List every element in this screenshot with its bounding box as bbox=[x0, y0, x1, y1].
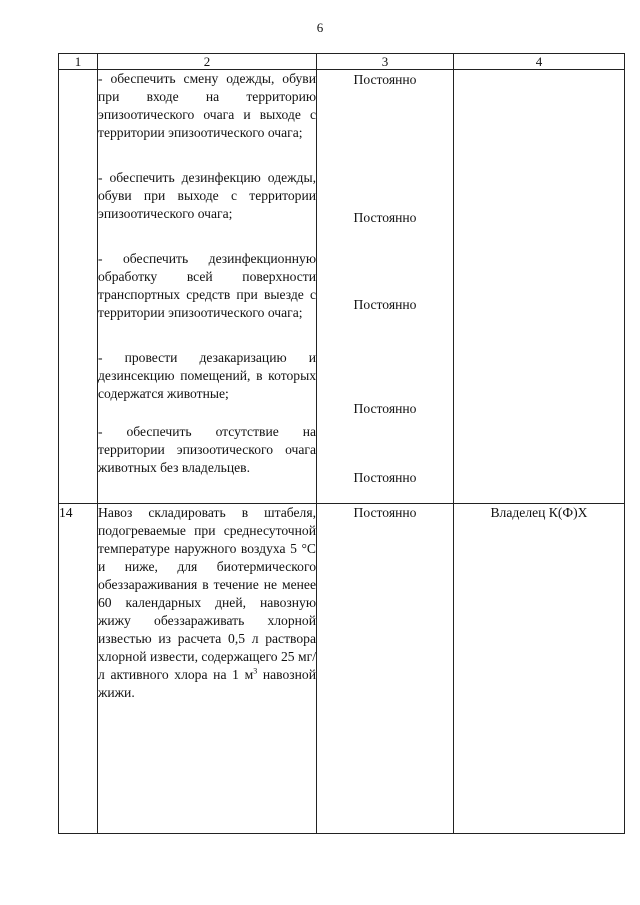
row-number-cell bbox=[59, 70, 98, 504]
measure-item: - обеспечить дезинфекционную обработку всей поверхности транспортных средств при выезде с территории эпизоотического очага; bbox=[98, 251, 316, 320]
row-number-cell: 14 bbox=[59, 504, 98, 834]
page-number: 6 bbox=[316, 20, 324, 35]
measures-table bbox=[58, 53, 625, 834]
header-col-3: 3 bbox=[317, 54, 454, 70]
header-col-4: 4 bbox=[454, 54, 625, 70]
measure-text-tail: навозной жижи. bbox=[98, 667, 317, 700]
measure-item: - обеспечить дезинфекцию одежды, обуви при выходе с территории эпизоотического очага; bbox=[98, 170, 316, 221]
measure-item: - обеспечить отсутствие на территории эпизоотического очага животных без владельцев. bbox=[98, 424, 316, 475]
status-cell bbox=[317, 70, 454, 504]
status-text: Постоянно bbox=[353, 297, 417, 312]
status-text: Постоянно bbox=[353, 401, 417, 416]
table-header-row bbox=[59, 54, 625, 70]
measure-item: - обеспечить смену одежды, обуви при входе на территорию эпизоотического очага и выходе с территории эпизоотического очага; bbox=[98, 71, 316, 140]
status-text: Постоянно bbox=[353, 210, 417, 225]
table-row-14 bbox=[59, 504, 625, 834]
responsible-cell bbox=[454, 70, 625, 504]
responsible-cell: Владелец К(Ф)Х bbox=[454, 504, 625, 834]
status-cell: Постоянно bbox=[317, 504, 454, 834]
status-text: Постоянно bbox=[353, 72, 417, 87]
measure-text bbox=[98, 504, 316, 702]
header-col-1: 1 bbox=[59, 54, 98, 70]
measures-cell bbox=[98, 504, 317, 834]
measure-text-main: Навоз складировать в штабеля, подогреваемые при среднесуточной температуре наружного воздуха 5 °С и ниже, для биотермического обеззараживания в течение не менее 60 календарных дней, навозную жижу обеззараживать хлорной известью из расчета 0,5 л раствора хлорной извести, содержащего 25 мг/л активного хлора на 1 м bbox=[98, 505, 316, 682]
header-col-2: 2 bbox=[98, 54, 317, 70]
measures-cell bbox=[98, 70, 317, 504]
status-text: Постоянно bbox=[353, 470, 417, 485]
measure-item: - провести дезакаризацию и дезинсекцию помещений, в которых содержатся животные; bbox=[98, 350, 316, 401]
measure-text-superscript: 3 bbox=[253, 666, 258, 676]
table-row-continued bbox=[59, 70, 625, 504]
